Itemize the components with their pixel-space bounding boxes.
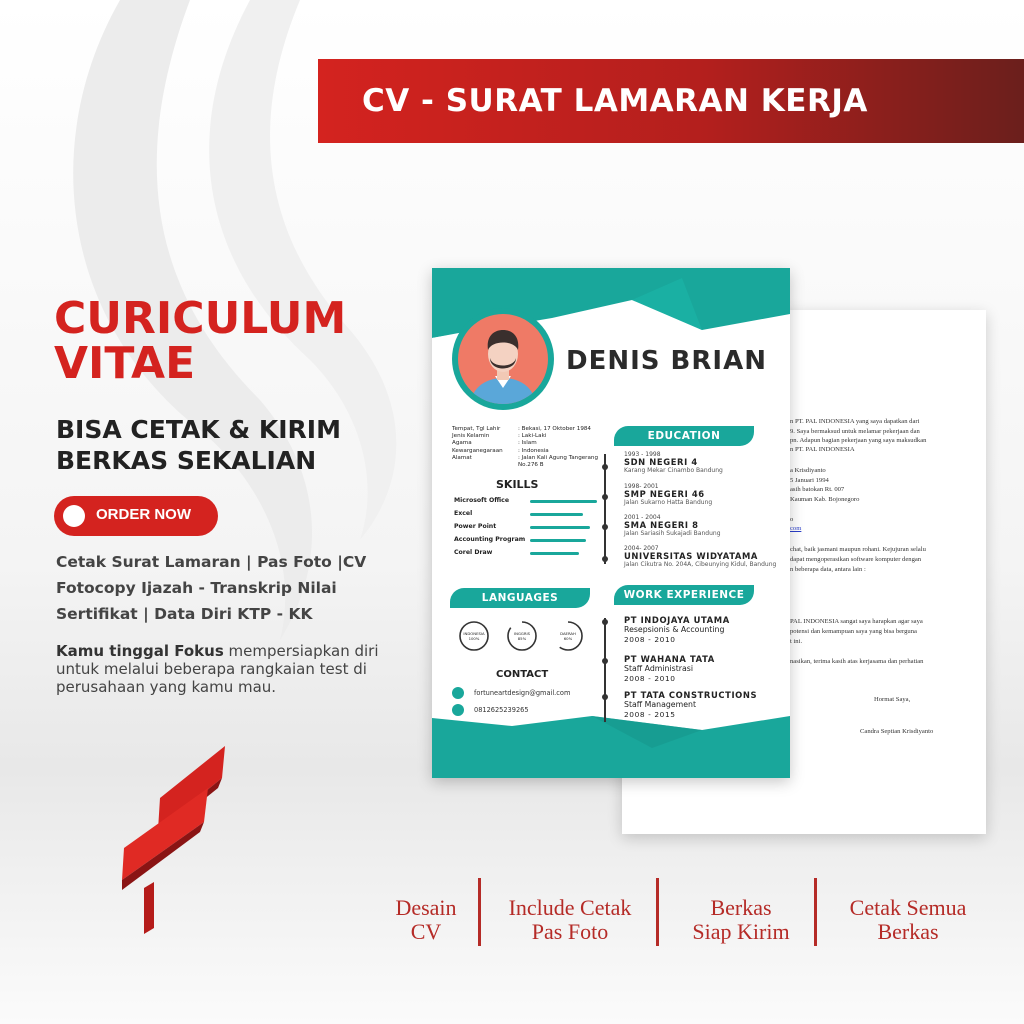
letter-line: o [790, 516, 794, 523]
brand-logo [110, 738, 250, 938]
hero-subtitle [56, 414, 416, 476]
work-timeline [604, 618, 606, 722]
education-timeline [604, 454, 606, 564]
description-rest: mempersiapkan diri untuk melalui beberapa rangkaian test di perusahaan yang kamu mau. [56, 642, 379, 696]
language-name: INGGRIS [513, 631, 530, 636]
language-pct: 100% [468, 636, 480, 641]
skill-row [454, 510, 604, 522]
info-value: : Laki-Laki [518, 433, 547, 440]
letter-email-link[interactable]: com [790, 525, 802, 532]
skill-name: Microsoft Office [454, 497, 510, 504]
info-key: Agama [452, 440, 472, 447]
skill-name: Power Point [454, 523, 497, 530]
hero-subtitle-line1: BISA CETAK & KIRIM [56, 415, 341, 444]
info-key: Jenis Kelamin [452, 433, 490, 440]
letter-line: potensi dan kemampuan saya yang bisa berguna [790, 628, 917, 635]
info-value: : Indonesia [518, 447, 549, 454]
work-item [624, 654, 784, 683]
letter-line: nasikan, terima kasih atas kerjasama dan perhatian [790, 658, 924, 665]
edu-school: SMA NEGERI 8 [624, 520, 699, 530]
letter-line: 5 Januari 1994 [790, 477, 829, 484]
info-key: Tempat, Tgl Lahir [452, 426, 501, 432]
skill-row [454, 549, 604, 561]
skill-bar [530, 500, 597, 503]
hero-title [54, 293, 414, 389]
feature-berkas-siap-kirim [670, 896, 812, 944]
email-text: fortuneartdesign@gmail.com [474, 689, 571, 697]
skill-bar [530, 539, 586, 542]
description [56, 642, 426, 696]
skill-row [454, 536, 604, 548]
work-company: PT WAHANA TATA [624, 654, 715, 664]
avatar [450, 306, 556, 412]
feature-cetak-pas-foto [490, 896, 650, 944]
work-years: 2008 - 2015 [624, 710, 676, 719]
feature-line2: Pas Foto [531, 919, 609, 944]
feature-line1: Cetak Semua [849, 895, 967, 920]
education-item [624, 545, 790, 568]
letter-line: n PT. PAL INDONESIA yang saya dapatkan dari [790, 418, 920, 425]
letter-line: chat, baik jasmani maupun rohani. Kejujuran selalu [790, 546, 926, 553]
education-item [624, 514, 790, 537]
work-header [614, 585, 754, 605]
edu-years: 2004- 2007 [624, 545, 659, 552]
languages-header [450, 588, 590, 608]
skill-bar [530, 526, 590, 529]
feature-cetak-semua-berkas [826, 896, 990, 944]
top-banner [318, 59, 1024, 143]
feature-line2: Siap Kirim [692, 919, 790, 944]
letter-signature: Candra Septian Krisdiyanto [860, 728, 934, 735]
timeline-dot [602, 556, 608, 562]
contact-email[interactable] [452, 687, 570, 699]
timeline-dot [602, 658, 608, 664]
contact-phone[interactable] [452, 704, 529, 716]
letter-line: t ini. [790, 638, 803, 645]
info-value: No.276 B [518, 462, 544, 469]
order-now-label: ORDER NOW [96, 506, 191, 523]
language-name: DAERAH [560, 631, 576, 636]
work-years: 2008 - 2010 [624, 635, 676, 644]
cv-page [432, 268, 790, 778]
info-key: Kewarganegaraan [452, 447, 503, 454]
hero-title-line2: VITAE [54, 338, 196, 389]
language-name: INDONESIA [463, 631, 485, 636]
letter-line: asih batokan Rt. 007 [790, 486, 845, 493]
description-bold: Kamu tinggal Fokus [56, 642, 224, 660]
contact-title: CONTACT [496, 669, 549, 680]
feature-line1: Berkas [710, 895, 772, 920]
letter-closing: Hormat Saya, [874, 696, 911, 703]
hero-subtitle-line2: BERKAS SEKALIAN [56, 446, 317, 475]
info-key: Alamat [452, 454, 472, 461]
work-role: Staff Management [624, 700, 696, 709]
skill-row [454, 523, 604, 535]
feature-separator [478, 878, 481, 946]
skill-bar [530, 552, 579, 555]
education-header [614, 426, 754, 446]
timeline-dot [602, 494, 608, 500]
circle-icon [63, 505, 85, 527]
edu-school: SDN NEGERI 4 [624, 457, 698, 467]
edu-school: UNIVERSITAS WIDYATAMA [624, 551, 758, 561]
skill-bar [530, 513, 583, 516]
phone-icon [452, 704, 464, 716]
banner-title: CV - SURAT LAMARAN KERJA [362, 83, 868, 119]
timeline-dot [602, 619, 608, 625]
info-value: : Bekasi, 17 Oktober 1984 [518, 426, 591, 432]
timeline-dot [602, 694, 608, 700]
work-title: WORK EXPERIENCE [623, 589, 745, 601]
feature-separator [656, 878, 659, 946]
feature-line2: CV [410, 919, 442, 944]
feature-line1: Include Cetak [508, 895, 632, 920]
language-label [552, 620, 584, 652]
personal-info [452, 426, 598, 469]
skill-name: Corel Draw [454, 549, 493, 556]
letter-line: Kauman Kab. Bojonegoro [790, 496, 860, 503]
work-years: 2008 - 2010 [624, 674, 676, 683]
feature-line2: Berkas [877, 919, 939, 944]
order-now-button[interactable] [54, 496, 218, 536]
edu-years: 1993 - 1998 [624, 451, 661, 458]
services-line1: Cetak Surat Lamaran | Pas Foto |CV [56, 553, 367, 571]
letter-line: 9. Saya bermaksud untuk melamar pekerjaan dan [790, 428, 920, 435]
timeline-dot [602, 464, 608, 470]
skill-row [454, 497, 604, 509]
letter-line: n beberapa data, antara lain : [790, 566, 866, 573]
work-company: PT TATA CONSTRUCTIONS [624, 690, 758, 700]
work-item [624, 690, 784, 719]
services-line3: Sertifikat | Data Diri KTP - KK [56, 605, 313, 623]
skill-name: Accounting Program [454, 536, 526, 543]
education-item [624, 451, 790, 474]
cv-name: DENIS BRIAN [566, 346, 767, 376]
edu-years: 1998- 2001 [624, 483, 659, 490]
language-pct: 85% [517, 636, 527, 641]
timeline-dot [602, 524, 608, 530]
feature-line1: Desain [395, 895, 457, 920]
edu-school: SMP NEGERI 46 [624, 489, 705, 499]
skills-title: SKILLS [496, 478, 539, 491]
letter-line: pn. Adapun bagian pekerjaan yang saya maksudkan [790, 437, 927, 444]
work-role: Staff Administrasi [624, 664, 693, 673]
info-value: : Islam [518, 440, 537, 447]
edu-years: 2001 - 2004 [624, 514, 661, 521]
letter-line: PAL INDONESIA sangat saya harapkan agar saya [790, 618, 923, 625]
edu-address: Jalan Sukarno Hatta Bandung [624, 499, 713, 506]
letter-line: dapat mengoperasikan software komputer dengan [790, 556, 922, 563]
work-company: PT INDOJAYA UTAMA [624, 615, 730, 625]
education-title: EDUCATION [647, 430, 721, 442]
email-icon [452, 687, 464, 699]
education-item [624, 483, 790, 506]
languages-title: LANGUAGES [481, 592, 559, 604]
hero-title-line1: CURICULUM [54, 293, 347, 344]
language-label [458, 620, 490, 652]
feature-design-cv [378, 896, 474, 944]
phone-text: 0812625239265 [474, 706, 529, 714]
edu-address: Jalan Cikutra No. 204A, Cibeunying Kidul, Bandung [624, 561, 777, 568]
skill-name: Excel [454, 510, 473, 517]
language-pct: 60% [563, 636, 573, 641]
work-role: Resepsionis & Accounting [624, 625, 725, 634]
letter-line: a Krisdiyanto [790, 467, 826, 474]
edu-address: Jalan Sariasih Sukajadi Bandung [624, 530, 721, 537]
feature-separator [814, 878, 817, 946]
work-item [624, 615, 784, 644]
info-value: : Jalan Kali Agung Tangerang [518, 454, 599, 461]
language-label [506, 620, 538, 652]
info-key [452, 462, 518, 469]
services-line2: Fotocopy Ijazah - Transkrip Nilai [56, 579, 337, 597]
letter-line: n PT. PAL INDONESIA [790, 446, 855, 453]
edu-address: Karang Mekar Cinambo Bandung [624, 467, 723, 474]
